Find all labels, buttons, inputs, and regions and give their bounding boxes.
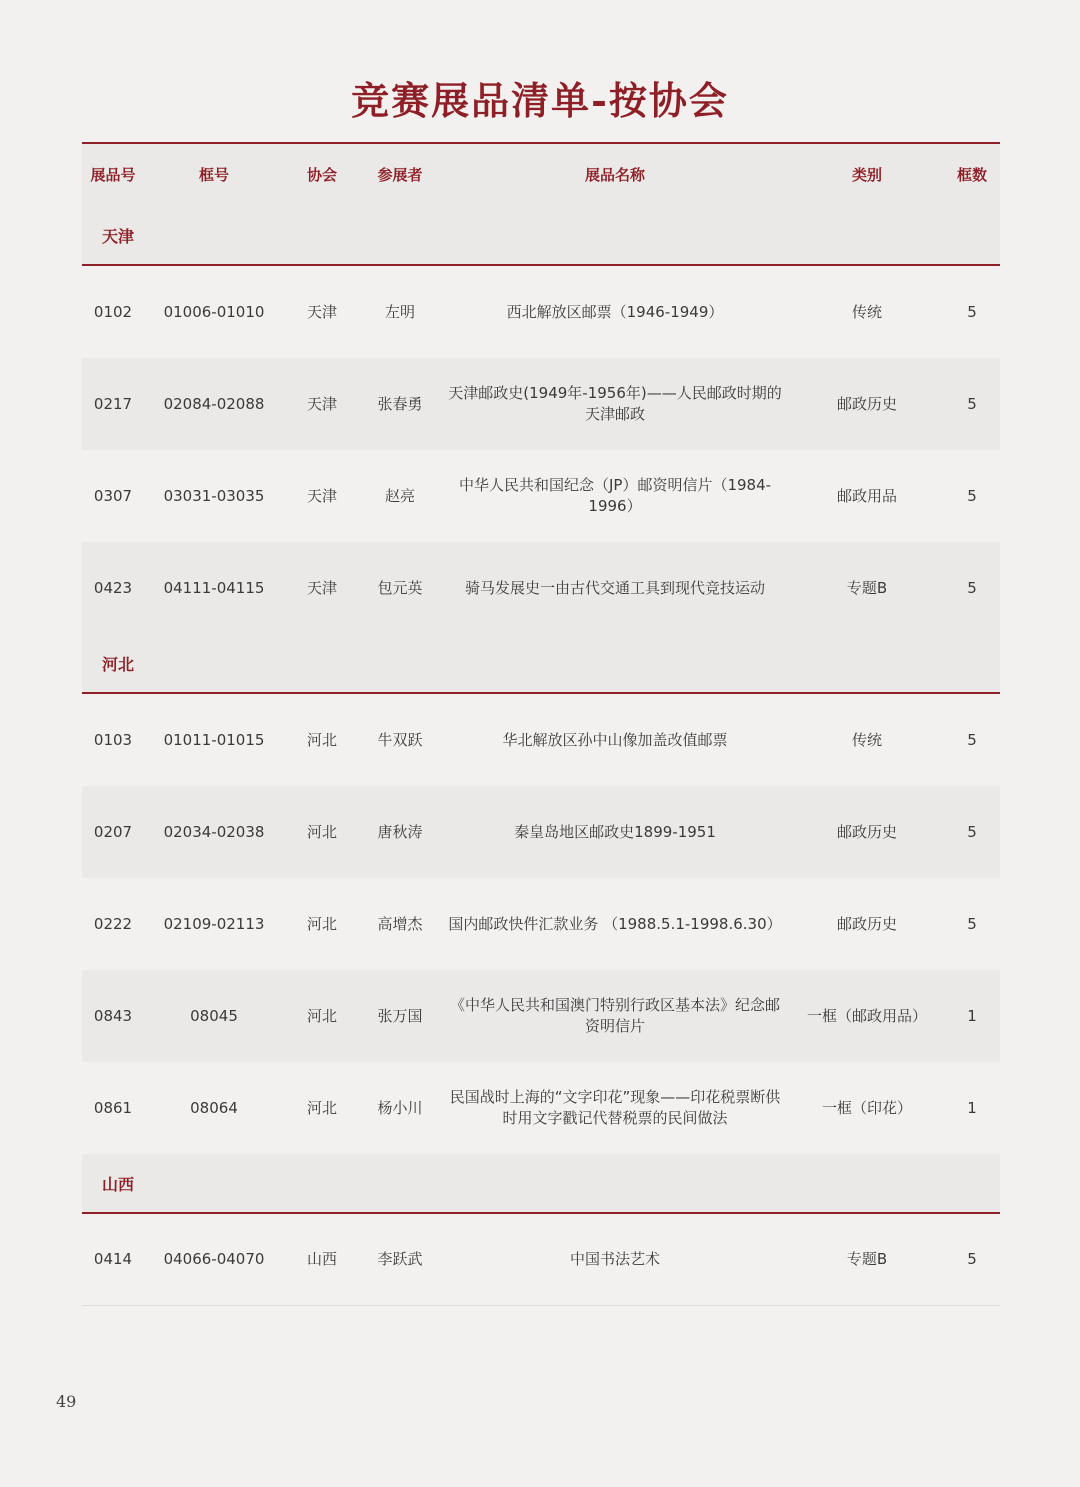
category: 邮政用品 bbox=[836, 486, 897, 505]
header-exhibitor: 参展者 bbox=[377, 165, 423, 184]
exhibit-title: 骑马发展史一由古代交通工具到现代竞技运动 bbox=[464, 578, 765, 597]
table-row bbox=[82, 266, 1000, 358]
frame-count: 5 bbox=[967, 302, 977, 321]
frame-range: 02034-02038 bbox=[163, 822, 265, 841]
exhibitor: 包元英 bbox=[377, 578, 423, 597]
exhibit-title: 秦皇岛地区邮政史1899-1951 bbox=[514, 822, 716, 841]
frame-count: 1 bbox=[967, 1098, 977, 1117]
frame-range: 04111-04115 bbox=[163, 578, 265, 597]
table-row bbox=[82, 786, 1000, 878]
category: 邮政历史 bbox=[836, 394, 897, 413]
table-row bbox=[82, 1062, 1000, 1154]
group-name: 河北 bbox=[102, 654, 135, 674]
association: 河北 bbox=[306, 822, 337, 841]
frame-range: 02084-02088 bbox=[163, 394, 265, 413]
group-header-tianjin bbox=[82, 206, 1000, 266]
exhibit-title: 《中华人民共和国澳门特别行政区基本法》纪念邮资明信片 bbox=[449, 996, 780, 1035]
table-row bbox=[82, 878, 1000, 970]
group-header-hebei bbox=[82, 634, 1000, 694]
header-association: 协会 bbox=[306, 165, 337, 184]
frame-range: 01006-01010 bbox=[163, 302, 265, 321]
association: 河北 bbox=[306, 1006, 337, 1025]
association: 河北 bbox=[306, 914, 337, 933]
table-header bbox=[82, 144, 1000, 206]
association: 天津 bbox=[306, 302, 337, 321]
header-frame-no: 框号 bbox=[198, 165, 229, 184]
exhibit-title: 中华人民共和国纪念（JP）邮资明信片（1984-1996） bbox=[458, 476, 772, 515]
exhibit-title: 西北解放区邮票（1946-1949） bbox=[506, 302, 724, 321]
association: 天津 bbox=[306, 394, 337, 413]
exhibit-table bbox=[82, 142, 1000, 1306]
exhibitor: 赵亮 bbox=[384, 486, 415, 505]
category: 邮政历史 bbox=[836, 822, 897, 841]
exhibit-no: 0217 bbox=[93, 394, 133, 413]
exhibit-no: 0861 bbox=[93, 1098, 133, 1117]
category: 邮政历史 bbox=[836, 914, 897, 933]
category: 专题B bbox=[846, 578, 888, 597]
association: 河北 bbox=[306, 730, 337, 749]
table-row bbox=[82, 542, 1000, 634]
exhibitor: 杨小川 bbox=[377, 1098, 423, 1117]
frame-range: 08064 bbox=[190, 1098, 238, 1117]
exhibitor: 牛双跃 bbox=[377, 730, 423, 749]
group-header-shanxi bbox=[82, 1154, 1000, 1214]
category: 传统 bbox=[851, 730, 882, 749]
frame-count: 5 bbox=[967, 914, 977, 933]
exhibitor: 唐秋涛 bbox=[377, 822, 423, 841]
table-row bbox=[82, 1214, 1000, 1306]
frame-range: 04066-04070 bbox=[163, 1250, 265, 1268]
table-row bbox=[82, 358, 1000, 450]
frame-range: 08045 bbox=[190, 1006, 238, 1025]
page-number: 49 bbox=[56, 1392, 77, 1411]
exhibit-no: 0102 bbox=[93, 302, 133, 321]
exhibit-title: 国内邮政快件汇款业务 （1988.5.1-1998.6.30） bbox=[448, 914, 782, 933]
category: 一框（印花） bbox=[821, 1098, 912, 1117]
group-name: 山西 bbox=[102, 1174, 135, 1194]
exhibit-no: 0843 bbox=[93, 1006, 133, 1025]
header-exhibit-no: 展品号 bbox=[90, 165, 136, 184]
header-exhibit-title: 展品名称 bbox=[584, 165, 645, 184]
frame-count: 5 bbox=[967, 822, 977, 841]
exhibitor: 张春勇 bbox=[377, 394, 423, 413]
table-row bbox=[82, 450, 1000, 542]
frame-count: 5 bbox=[967, 486, 977, 505]
exhibit-title: 民国战时上海的“文字印花”现象——印花税票断供时用文字戳记代替税票的民间做法 bbox=[449, 1088, 781, 1127]
category: 传统 bbox=[851, 302, 882, 321]
header-frame-count: 框数 bbox=[956, 165, 987, 184]
frame-range: 02109-02113 bbox=[163, 914, 265, 933]
header-category: 类别 bbox=[851, 165, 882, 184]
association: 河北 bbox=[306, 1098, 337, 1117]
exhibit-no: 0103 bbox=[93, 730, 133, 749]
exhibitor: 李跃武 bbox=[377, 1250, 423, 1268]
frame-range: 01011-01015 bbox=[163, 730, 265, 749]
table-row bbox=[82, 694, 1000, 786]
association: 天津 bbox=[306, 578, 337, 597]
page-title: 竞赛展品清单-按协会 bbox=[351, 78, 729, 123]
frame-range: 03031-03035 bbox=[163, 486, 265, 505]
exhibit-title: 天津邮政史(1949年-1956年)——人民邮政时期的天津邮政 bbox=[448, 384, 782, 423]
frame-count: 5 bbox=[967, 1250, 977, 1268]
association: 天津 bbox=[306, 486, 337, 505]
table-row bbox=[82, 970, 1000, 1062]
association: 山西 bbox=[306, 1250, 337, 1268]
frame-count: 5 bbox=[967, 578, 977, 597]
category: 专题B bbox=[846, 1250, 888, 1268]
category: 一框（邮政用品） bbox=[806, 1006, 927, 1025]
exhibit-title: 中国书法艺术 bbox=[569, 1250, 660, 1268]
exhibit-no: 0207 bbox=[93, 822, 133, 841]
frame-count: 5 bbox=[967, 394, 977, 413]
exhibit-title: 华北解放区孙中山像加盖改值邮票 bbox=[502, 730, 728, 749]
group-name: 天津 bbox=[102, 226, 135, 246]
exhibit-no: 0414 bbox=[93, 1250, 133, 1268]
exhibitor: 张万国 bbox=[377, 1006, 423, 1025]
frame-count: 5 bbox=[967, 730, 977, 749]
exhibit-no: 0307 bbox=[93, 486, 133, 505]
frame-count: 1 bbox=[967, 1006, 977, 1025]
exhibitor: 左明 bbox=[384, 302, 415, 321]
exhibit-no: 0222 bbox=[93, 914, 133, 933]
exhibitor: 高增杰 bbox=[377, 914, 423, 933]
exhibit-no: 0423 bbox=[93, 578, 133, 597]
